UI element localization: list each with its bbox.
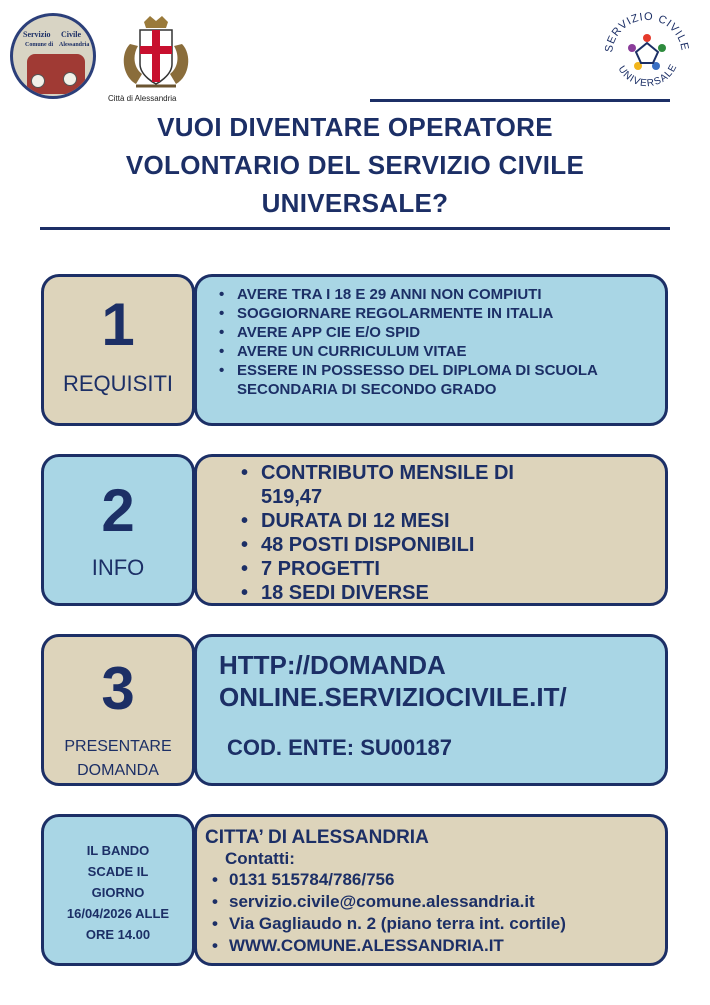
svg-text:SERVIZIO CIVILE: SERVIZIO CIVILE	[602, 10, 691, 54]
logo-text-servizio: Servizio	[23, 30, 51, 39]
servizio-civile-alessandria-logo	[10, 13, 96, 99]
list-item: • AVERE TRA I 18 E 29 ANNI NON COMPIUTI	[217, 285, 665, 304]
email-link[interactable]: • servizio.civile@comune.alessandria.it	[211, 891, 665, 913]
contacts-panel	[194, 814, 668, 966]
url-line: ONLINE.SERVIZIOCIVILE.IT/	[219, 682, 567, 712]
deadline-line: SCADE IL	[87, 864, 149, 879]
title-line: VOLONTARIO DEL SERVIZIO CIVILE	[125, 150, 585, 180]
title-line: UNIVERSALE?	[261, 188, 449, 218]
deadline-line: GIORNO	[91, 885, 145, 900]
list-item: • SOGGIORNARE REGOLARMENTE IN ITALIA	[217, 304, 665, 323]
deadline-tile	[41, 814, 195, 966]
contacts-label: Contatti:	[225, 849, 295, 868]
list-item: • ESSERE IN POSSESSO DEL DIPLOMA DI SCUOLA SECONDARIA DI SECONDO GRADO	[217, 361, 627, 399]
title-divider	[40, 227, 670, 230]
section-number: 2	[101, 477, 135, 544]
section-label-line1: PRESENTARE	[64, 738, 172, 755]
section-label: INFO	[91, 555, 145, 580]
website-link[interactable]: • WWW.COMUNE.ALESSANDRIA.IT	[211, 935, 665, 957]
city-crest-icon	[116, 14, 196, 94]
logo-text-comune: Comune di	[25, 42, 54, 48]
section-number: 1	[101, 291, 135, 358]
org-name: CITTA’ DI ALESSANDRIA	[205, 827, 429, 848]
list-item: • AVERE UN CURRICULUM VITAE	[217, 342, 665, 361]
deadline-text	[44, 840, 192, 945]
ente-code: COD. ENTE: SU00187	[227, 735, 452, 760]
url-line: HTTP://DOMANDA	[219, 650, 446, 680]
servizio-civile-universale-logo	[596, 4, 698, 106]
crest-caption: Città di Alessandria	[108, 94, 177, 103]
address: • Via Gagliaudo n. 2 (piano terra int. cortile)	[211, 913, 665, 935]
section-label-line2: DOMANDA	[77, 762, 159, 779]
requisiti-list	[217, 285, 665, 399]
logo-text-civile: Civile	[61, 30, 81, 39]
logo-dot	[31, 74, 45, 88]
application-url[interactable]	[219, 649, 665, 713]
info-panel	[194, 454, 668, 606]
list-item: • 7 PROGETTI	[239, 557, 665, 581]
list-item: • CONTRIBUTO MENSILE DI 519,47	[239, 461, 571, 509]
svg-text:UNIVERSALE: UNIVERSALE	[615, 62, 680, 90]
deadline-line: 16/04/2026 ALLE	[66, 906, 170, 921]
section-number: 3	[101, 655, 135, 722]
deadline-line: IL BANDO	[86, 843, 150, 858]
title-line: VUOI DIVENTARE OPERATORE	[157, 112, 553, 142]
list-item: • AVERE APP CIE E/O SPID	[217, 323, 665, 342]
presentare-domanda-tile	[41, 634, 195, 786]
presentare-domanda-panel	[194, 634, 668, 786]
contacts-list	[205, 869, 665, 957]
logo-text-alessandria: Alessandria	[59, 42, 90, 48]
list-item: • 48 POSTI DISPONIBILI	[239, 533, 665, 557]
logo-dot	[63, 72, 77, 86]
info-tile	[41, 454, 195, 606]
requisiti-panel	[194, 274, 668, 426]
list-item: • 18 SEDI DIVERSE	[239, 581, 665, 605]
header-divider	[370, 99, 670, 102]
requisiti-tile	[41, 274, 195, 426]
phone-number[interactable]: • 0131 515784/786/756	[211, 869, 665, 891]
deadline-line: ORE 14.00	[85, 927, 151, 942]
page-title	[60, 108, 650, 222]
list-item: • DURATA DI 12 MESI	[239, 509, 665, 533]
section-label: REQUISITI	[62, 371, 173, 396]
info-list	[239, 461, 665, 605]
